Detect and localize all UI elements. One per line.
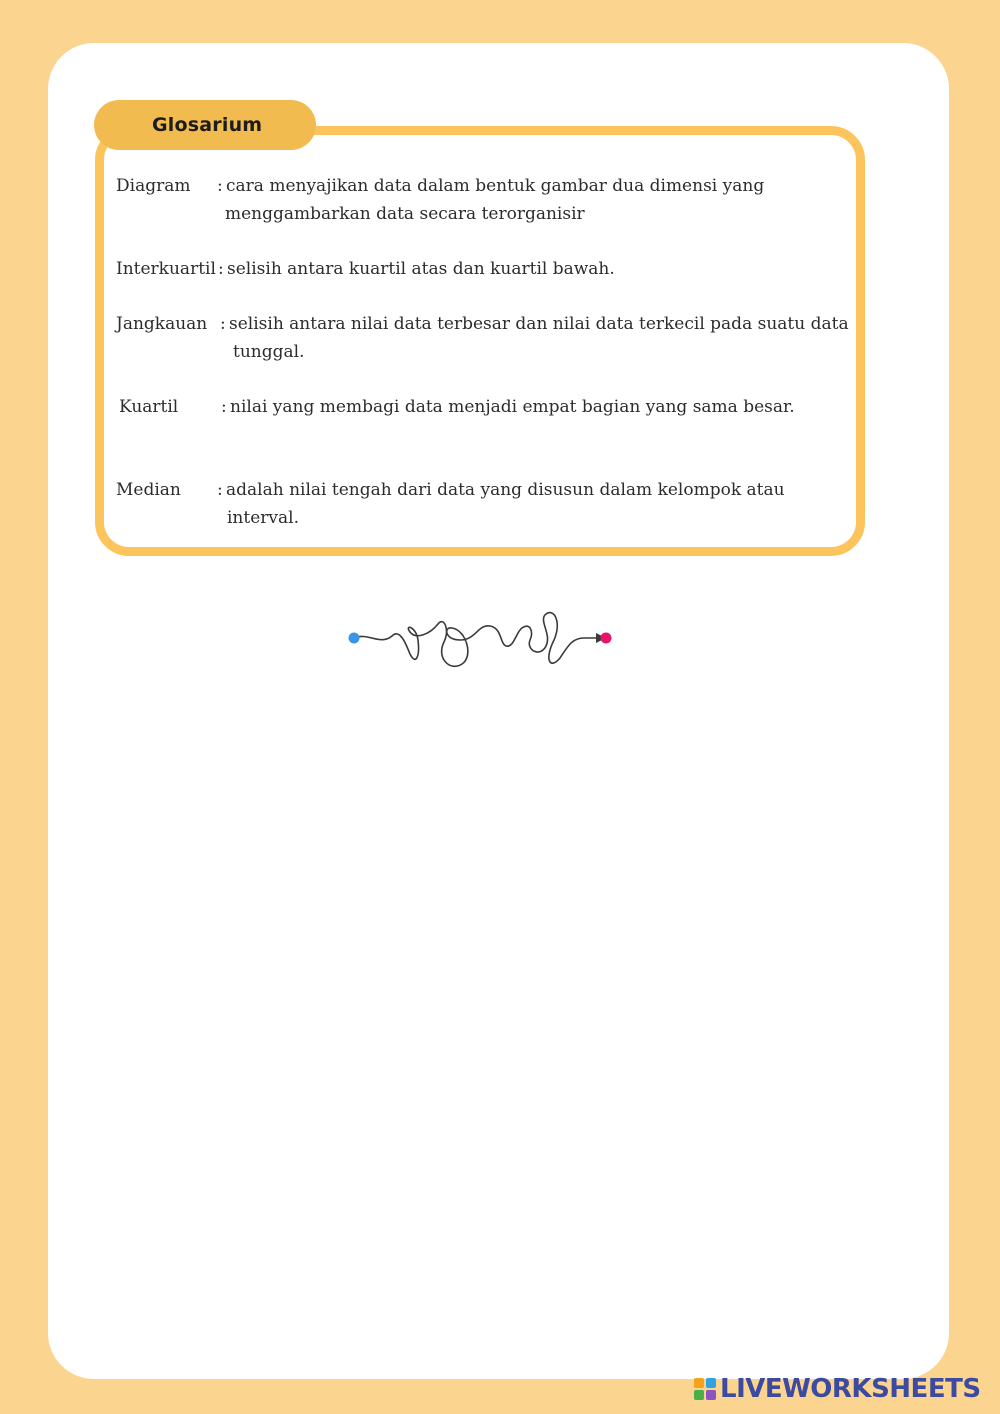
glossary-definition: selisih antara kuartil atas dan kuartil bawah. [227, 259, 615, 279]
glossary-term: Diagram [116, 176, 191, 196]
glossary-term: Interkuartil [116, 259, 216, 279]
glossary-definition-cont: interval. [227, 508, 299, 528]
glossary-separator: : [217, 176, 223, 196]
squiggle-arrow-icon [340, 600, 620, 680]
glossary-title: Glosarium [94, 100, 316, 150]
glossary-separator: : [221, 397, 227, 417]
glossary-term: Jangkauan [116, 314, 208, 334]
glossary-separator: : [218, 259, 224, 279]
glossary-definition: selisih antara nilai data terbesar dan nilai data terkecil pada suatu data [229, 314, 849, 334]
brand-name: LIVEWORKSHEETS [720, 1374, 981, 1404]
glossary-separator: : [217, 480, 223, 500]
glossary-term: Kuartil [119, 397, 179, 417]
glossary-separator: : [220, 314, 226, 334]
liveworksheets-logo-icon [694, 1378, 716, 1400]
glossary-definition: nilai yang membagi data menjadi empat bagian yang sama besar. [230, 397, 795, 417]
glossary-term: Median [116, 480, 181, 500]
liveworksheets-watermark [694, 1374, 981, 1404]
glossary-definition: cara menyajikan data dalam bentuk gambar dua dimensi yang [226, 176, 765, 196]
start-dot-icon [349, 633, 360, 644]
end-dot-icon [601, 633, 612, 644]
glossary-definition-cont: tunggal. [233, 342, 305, 362]
glossary-definition-cont: menggambarkan data secara terorganisir [225, 204, 585, 224]
squiggle-line [354, 613, 598, 667]
glossary-definition: adalah nilai tengah dari data yang disusun dalam kelompok atau [226, 480, 785, 500]
